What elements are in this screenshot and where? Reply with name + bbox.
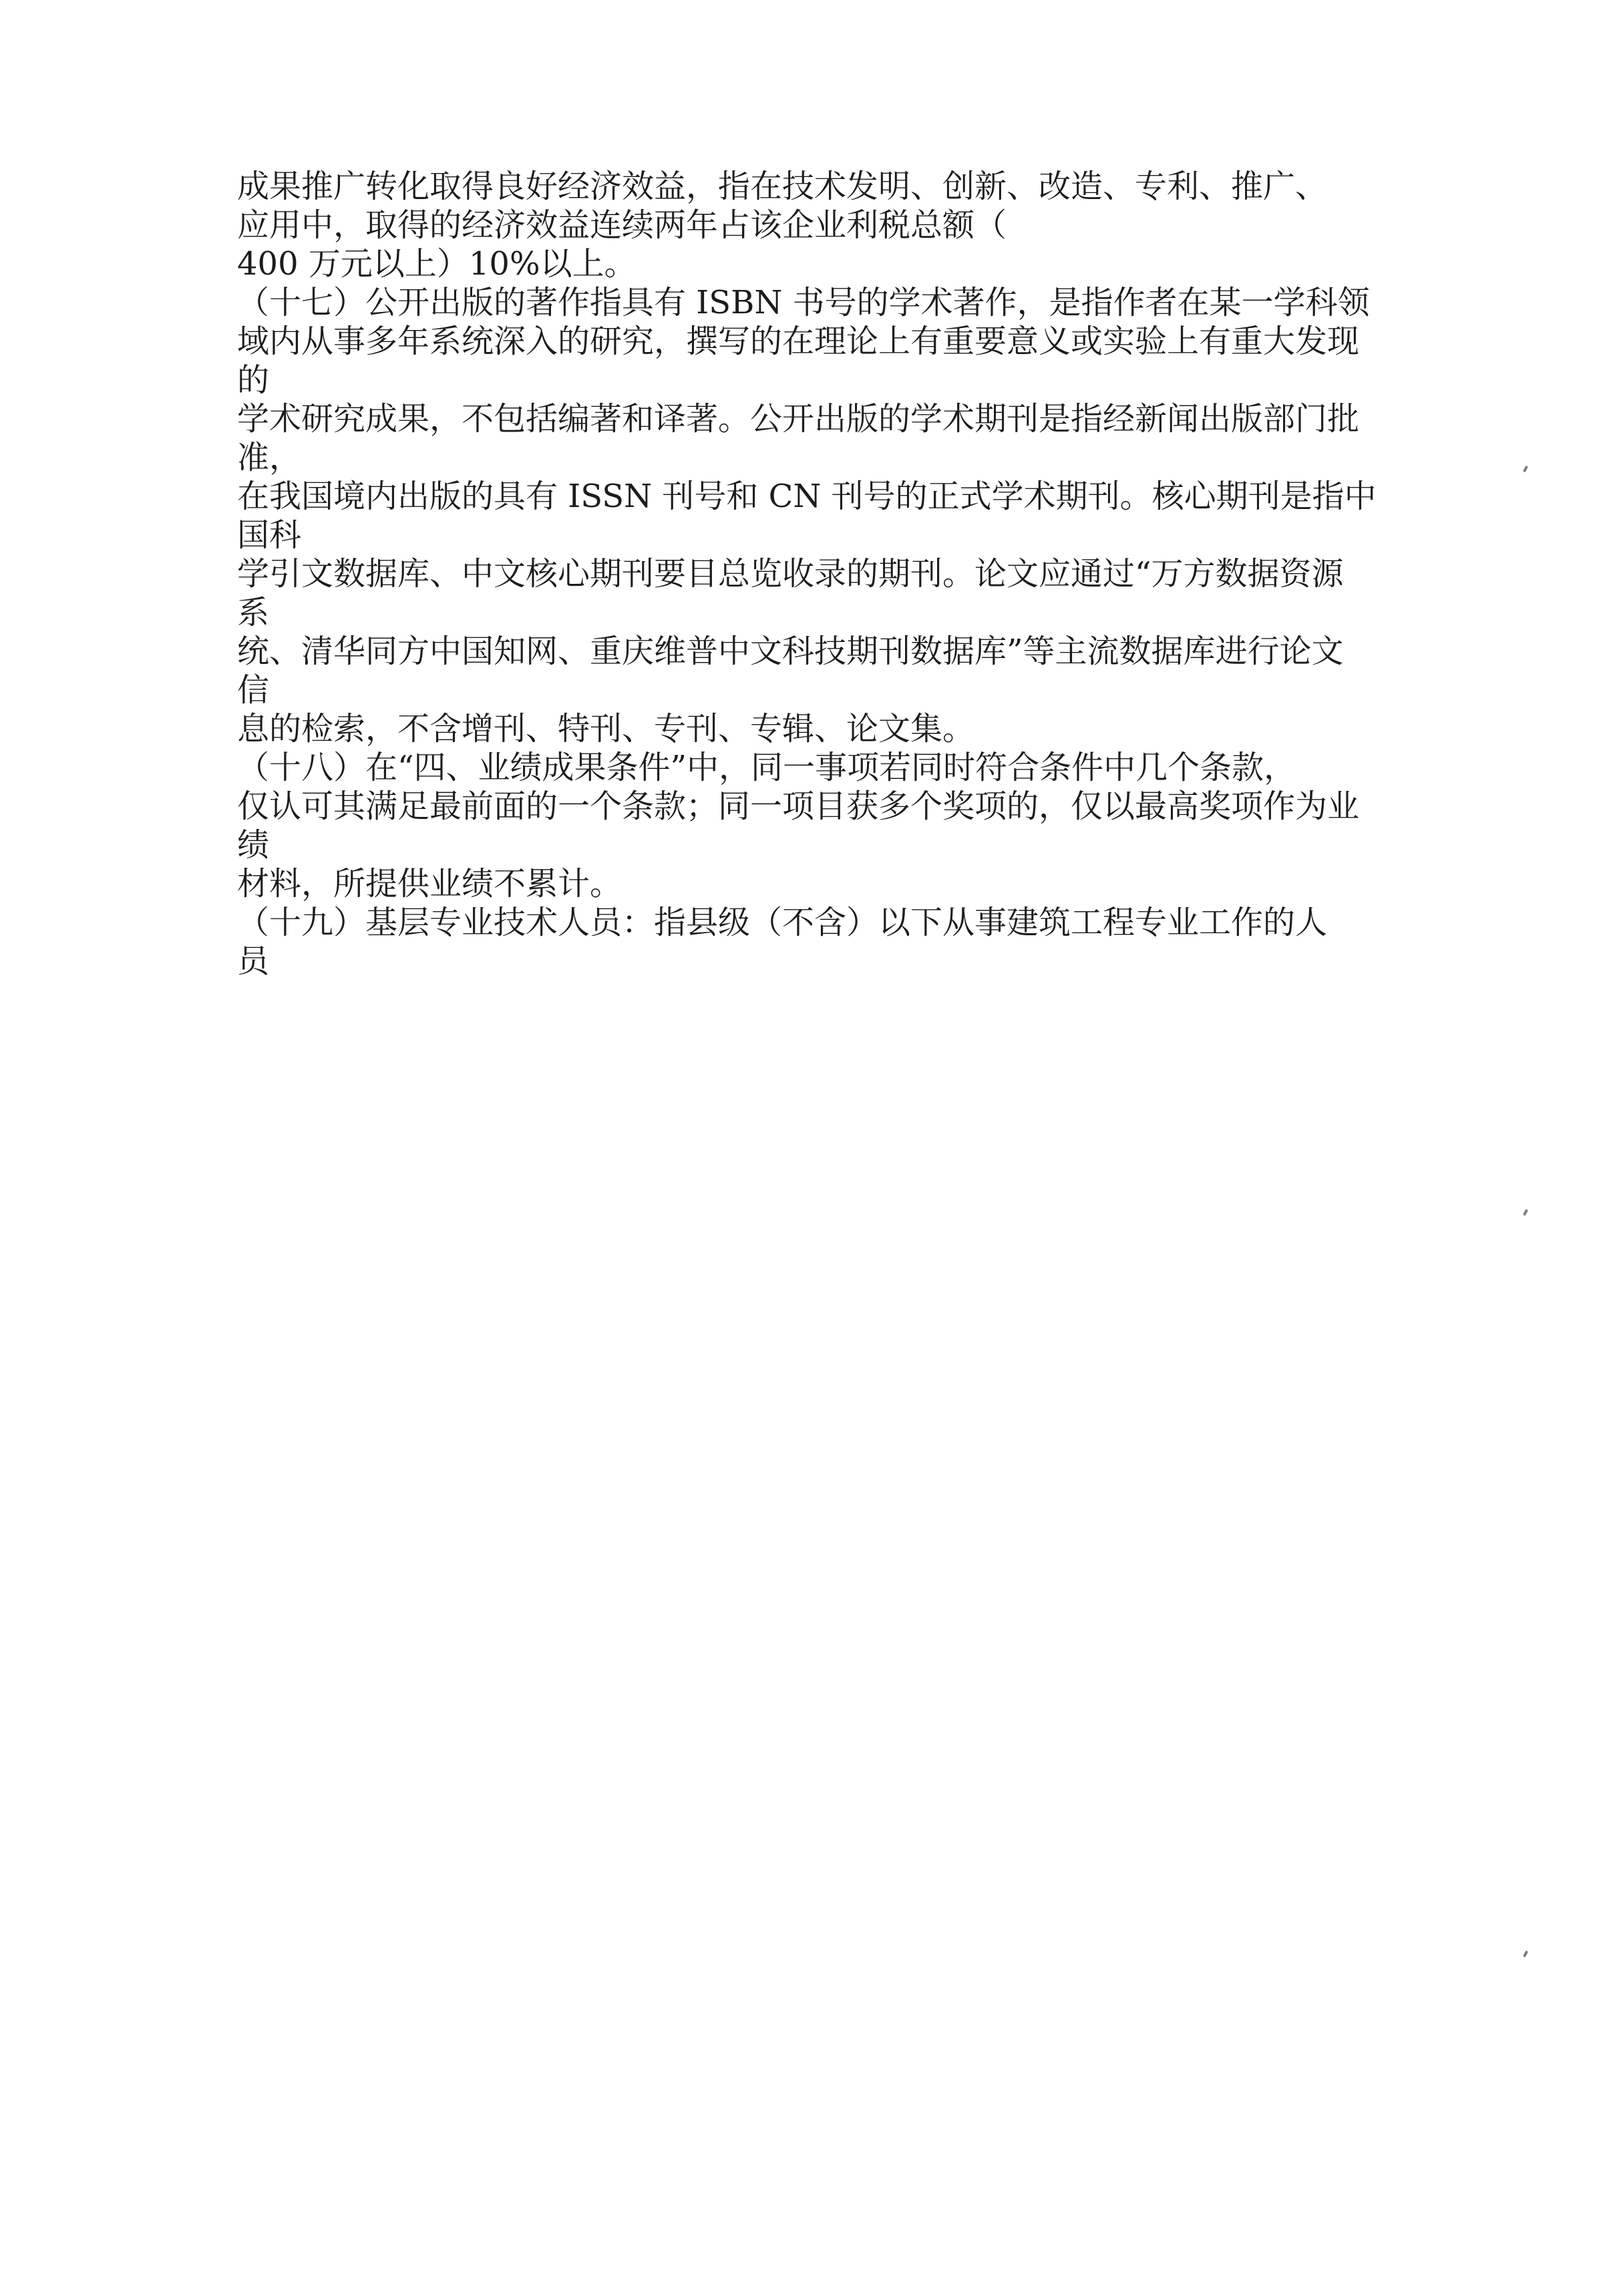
- text-line: 统、清华同方中国知网、重庆维普中文科技期刊数据库”等主流数据库进行论文: [237, 633, 1344, 670]
- text-line: （十九）基层专业技术人员：指县级（不含）以下从事建筑工程专业工作的人: [237, 904, 1328, 941]
- scan-mark: [1523, 466, 1528, 473]
- text-line: 学术研究成果，不包括编著和译著。公开出版的学术期刊是指经新闻出版部门批: [237, 400, 1360, 438]
- text-line: 绩: [237, 826, 270, 864]
- document-body: [237, 167, 1413, 981]
- text-line: 准，: [237, 439, 302, 476]
- scan-mark: [1523, 1951, 1528, 1958]
- text-line: 息的检索，不含增刊、特刊、专刊、专辑、论文集。: [237, 710, 975, 748]
- text-line: （十八）在“四、业绩成果条件”中，同一事项若同时符合条件中几个条款，: [237, 749, 1296, 786]
- text-line: 的: [237, 361, 270, 399]
- scan-mark: [1523, 1209, 1528, 1216]
- text-line: 400 万元以上）10%以上。: [237, 245, 637, 283]
- text-line: 国科: [237, 516, 302, 554]
- text-line: 员: [237, 943, 270, 980]
- text-line: 成果推广转化取得良好经济效益，指在技术发明、创新、改造、专利、推广、: [237, 168, 1328, 205]
- text-line: （十七）公开出版的著作指具有 ISBN 书号的学术著作，是指作者在某一学科领: [237, 284, 1370, 321]
- text-line: 学引文数据库、中文核心期刊要目总览收录的期刊。论文应通过“万方数据资源: [237, 555, 1344, 593]
- text-line: 信: [237, 671, 270, 709]
- text-line: 仅认可其满足最前面的一个条款；同一项目获多个奖项的，仅以最高奖项作为业: [237, 788, 1360, 825]
- text-line: 域内从事多年系统深入的研究，撰写的在理论上有重要意义或实验上有重大发现: [237, 323, 1360, 360]
- text-line: 系: [237, 594, 270, 631]
- text-line: 应用中，取得的经济效益连续两年占该企业利税总额（: [237, 206, 1007, 244]
- text-line: 材料，所提供业绩不累计。: [237, 865, 622, 903]
- text-line: 在我国境内出版的具有 ISSN 刊号和 CN 刊号的正式学术期刊。核心期刊是指中: [237, 478, 1377, 515]
